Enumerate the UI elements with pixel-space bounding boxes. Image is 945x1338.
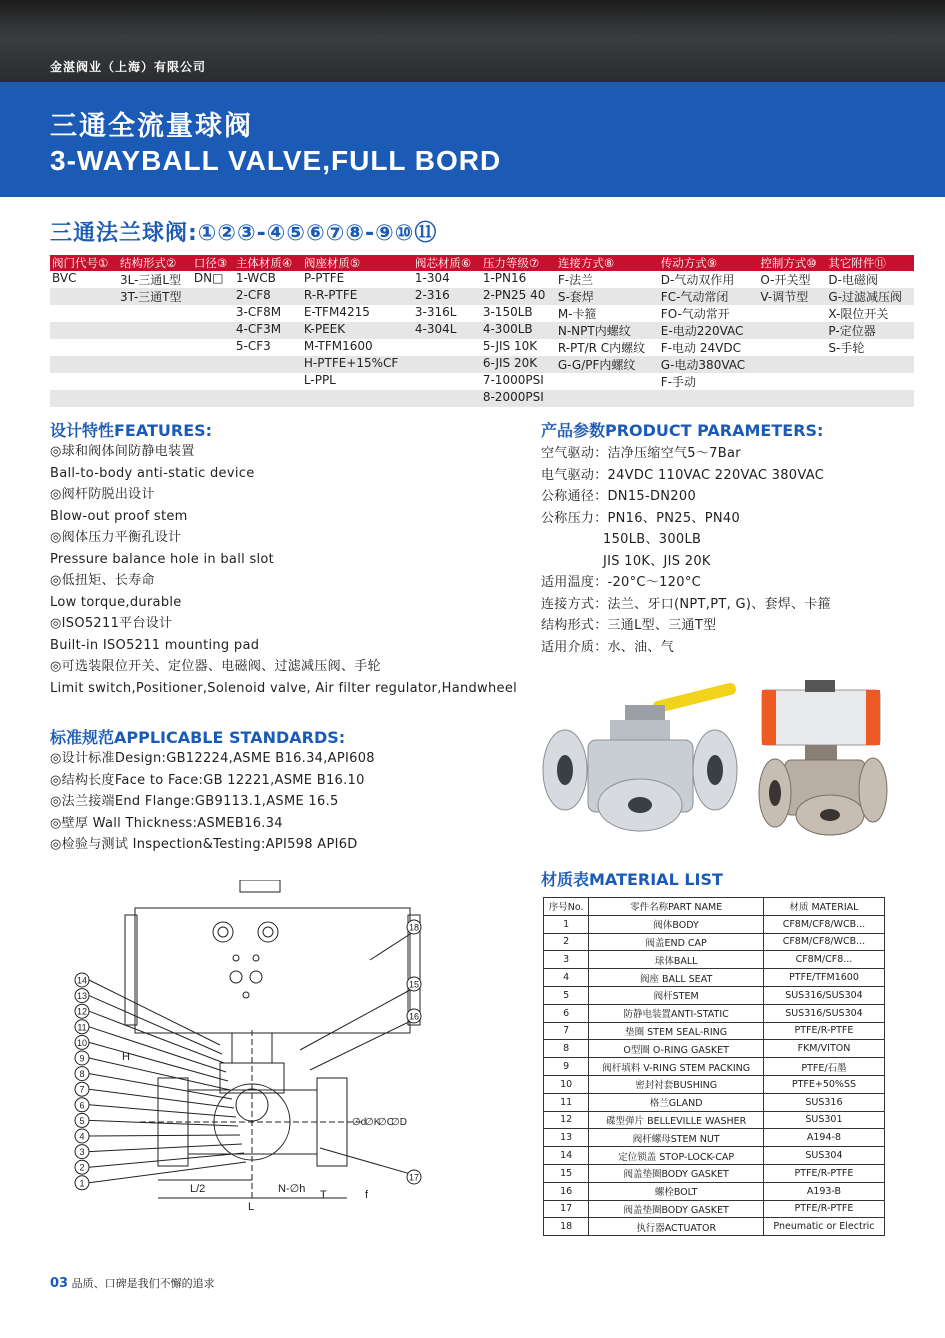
material-cell: 16 [544,1182,589,1200]
ordering-cell [50,322,118,339]
param-line: 连接方式：法兰、牙口(NPT,PT, G)、套焊、卡箍 [541,596,831,612]
ordering-cell: FO-气动常开 [660,307,730,321]
material-cell: PTFE+50%SS [763,1075,884,1093]
ordering-cell: 1-WCB [235,271,276,285]
ordering-cell [118,322,192,339]
dim-n: N-∅h [278,1183,306,1195]
features-line: Pressure balance hole in ball slot [50,551,275,567]
actuator-top-plate [240,880,280,892]
actuator-body [135,908,410,1033]
material-row [544,969,885,987]
ordering-cell: 5-JIS 10K [482,339,538,353]
ordering-cell [659,390,759,407]
ordering-cell: M-卡箍 [557,307,597,321]
material-row [544,986,885,1004]
ordering-cell [826,373,914,390]
callout-number: 3 [79,1147,85,1158]
features-list [50,441,517,699]
ordering-cell: 8-2000PSI [481,390,556,407]
material-row [544,1147,885,1165]
material-cell: 阀盖垫圈BODY GASKET [589,1164,764,1182]
material-cell: PTFE/R-PTFE [763,1164,884,1182]
features-line: ◎可选装限位开关、定位器、电磁阀、过滤减压阀、手轮 [50,659,381,674]
material-cell: 螺栓BOLT [589,1182,764,1200]
footer-slogan: 品质、口碑是我们不懈的追求 [71,1277,215,1290]
material-cell: 阀杆STEM [589,986,764,1004]
material-cell: CF8M/CF8/WCB... [763,933,884,951]
ordering-cell: P-定位器 [826,322,914,339]
material-cell: 阀座 BALL SEAT [589,969,764,987]
ordering-cell: M-TFM1600 [303,339,373,353]
ordering-cell: R-PT/R C内螺纹 [557,341,646,355]
ordering-row [50,373,914,390]
material-cell: 阀体BODY [589,915,764,933]
material-cell: SUS301 [763,1111,884,1129]
material-row [544,933,885,951]
ordering-row [50,305,914,322]
material-cell: 9 [544,1058,589,1076]
material-row [544,1182,885,1200]
material-cell: CF8M/CF8/WCB... [763,915,884,933]
param-line: 结构形式：三通L型、三通T型 [541,618,717,633]
dim-k: ∅K [365,1117,381,1128]
material-row [544,1058,885,1076]
ordering-cell: F-手动 [660,375,697,389]
parameters-list [541,443,831,658]
ordering-cell [758,356,826,373]
callout-number: 12 [76,1006,88,1017]
ordering-cell [413,373,481,390]
material-row [544,1040,885,1058]
material-cell: 4 [544,969,589,987]
ordering-cell [192,390,234,407]
material-cell: 执行器ACTUATOR [589,1218,764,1236]
material-cell: 1 [544,915,589,933]
ordering-cell [50,305,118,322]
material-header-row [544,898,885,916]
material-cell: SUS316 [763,1093,884,1111]
material-cell: 阀杆螺母STEM NUT [589,1129,764,1147]
callout-leader [310,1016,421,1070]
technical-drawing [70,880,440,1220]
ordering-row [50,390,914,407]
ordering-header-cell: 传动方式⑨ [659,255,759,271]
ordering-cell: 3-316L [414,305,457,319]
ordering-cell: O-开关型 [760,273,811,287]
material-row [544,1004,885,1022]
ordering-cell [118,339,192,356]
callout-number: 18 [408,922,420,933]
material-row [544,1093,885,1111]
material-cell: 11 [544,1093,589,1111]
dim-dd: ∅D [391,1117,407,1128]
material-cell: FKM/VITON [763,1040,884,1058]
ordering-header-cell: 压力等级⑦ [481,255,556,271]
dim-f: f [365,1189,369,1201]
material-cell: 10 [544,1075,589,1093]
callout-leader [89,1135,240,1136]
ordering-cell: S-手轮 [828,341,865,355]
title-cn: 三通全流量球阀 [50,111,253,142]
ordering-cell: 7-1000PSI [482,373,544,387]
param-line: 电气驱动：24VDC 110VAC 220VAC 380VAC [541,467,825,483]
ordering-cell [826,390,914,407]
manual-valve-photo [543,682,737,831]
material-cell: PTFE/石墨 [763,1058,884,1076]
material-row [544,1022,885,1040]
ordering-cell [118,373,192,390]
ordering-cell [192,356,234,373]
ordering-cell: 1-304 [414,271,450,285]
param-line: 适用温度：-20°C～120°C [541,575,702,590]
material-cell: 17 [544,1200,589,1218]
ordering-cell: X-限位开关 [828,307,889,321]
param-line: JIS 10K、JIS 20K [603,553,711,569]
material-cell: O型圈 O-RING GASKET [589,1040,764,1058]
callout-number: 7 [79,1084,85,1095]
ordering-header-cell: 阀芯材质⑥ [413,255,481,271]
ordering-header-cell: 其它附件⑪ [826,255,914,271]
material-cell: 垫圈 STEM SEAL-RING [589,1022,764,1040]
ordering-cell: 6-JIS 20K [481,356,556,373]
material-cell: 球体BALL [589,951,764,969]
ordering-cell [826,356,914,373]
callout-leader [89,980,220,1045]
ordering-header-cell: 阀座材质⑤ [302,255,413,271]
material-cell: PTFE/R-PTFE [763,1022,884,1040]
ordering-cell: K-PEEK [302,322,413,339]
dim-l: L [248,1201,255,1213]
callout-number: 4 [79,1131,85,1142]
callout-leader [89,1120,238,1126]
ordering-cell: D-电磁阀 [828,273,878,287]
features-line: Blow-out proof stem [50,508,188,524]
valve-photos [540,665,900,850]
ordering-cell: G-过滤减压阀 [826,288,914,305]
material-cell: 14 [544,1147,589,1165]
ordering-cell [758,373,826,390]
material-row [544,1075,885,1093]
callouts-right [300,920,421,1184]
ordering-row [50,339,914,356]
standards-list [50,748,375,856]
ordering-code-line: 三通法兰球阀:①②③-④⑤⑥⑦⑧-⑨⑩⑪ [50,221,438,246]
ordering-header-cell: 控制方式⑩ [758,255,826,271]
material-cell: SUS304 [763,1147,884,1165]
material-title: 材质表MATERIAL LIST [541,870,723,889]
ordering-header-cell: 口径③ [192,255,234,271]
top-banner [0,0,945,82]
material-cell: PTFE/TFM1600 [763,969,884,987]
callout-number: 8 [79,1069,85,1080]
material-cell: Pneumatic or Electric [763,1218,884,1236]
standards-line: ◎设计标准Design:GB12224,ASME B16.34,API608 [50,751,375,766]
ordering-cell: DN□ [193,271,224,285]
ordering-cell [192,322,234,339]
callout-leader [89,996,222,1054]
standards-line: ◎检验与测试 Inspection&Testing:API598 API6D [50,837,358,852]
ordering-cell: H-PTFE+15%CF [302,356,413,373]
ordering-cell [758,305,826,322]
material-cell: 防静电装置ANTI-STATIC [589,1004,764,1022]
material-cell: 6 [544,1004,589,1022]
ordering-cell [234,390,302,407]
ordering-cell: P-PTFE [303,271,345,285]
ordering-cell [118,356,192,373]
ordering-cell [50,373,118,390]
ordering-cell: 2-PN25 40 [481,288,556,305]
material-cell: 阀盖END CAP [589,933,764,951]
ordering-cell: F-法兰 [557,273,594,287]
ordering-cell: 3L-三通L型 [119,273,182,287]
callout-number: 10 [76,1037,88,1048]
material-cell: 阀盖垫圈BODY GASKET [589,1200,764,1218]
standards-title: 标准规范APPLICABLE STANDARDS: [50,728,346,747]
callout-number: 11 [77,1022,87,1033]
ordering-cell: 5-CF3 [235,339,271,353]
callout-leader [89,1042,228,1081]
callout-number: 5 [79,1115,85,1126]
callout-leader [320,1148,421,1177]
dim-l2: L/2 [190,1183,206,1195]
param-line: 公称通径：DN15-DN200 [541,489,697,504]
callout-number: 2 [79,1162,85,1173]
material-cell: 密封衬套BUSHING [589,1075,764,1093]
ordering-cell: L-PPL [303,373,336,387]
ordering-cell [118,305,192,322]
material-cell: A193-B [763,1182,884,1200]
footer [50,1275,215,1291]
ordering-header-cell: 主体材质④ [234,255,302,271]
callout-number: 1 [79,1178,85,1189]
material-cell: CF8M/CF8... [763,951,884,969]
material-cell: PTFE/R-PTFE [763,1200,884,1218]
ordering-body [50,271,914,407]
material-row [544,1164,885,1182]
callout-leader [89,1027,226,1072]
ordering-cell: S-套焊 [556,288,659,305]
title-en: 3-WAYBALL VALVE,FULL BORD [50,145,502,176]
ordering-header-cell: 结构形式② [118,255,192,271]
features-line: ◎ISO5211平台设计 [50,616,173,631]
ordering-cell [758,322,826,339]
callout-leader [89,1105,236,1117]
ordering-cell: V-调节型 [758,288,826,305]
ordering-cell [556,373,659,390]
callout-number: 9 [79,1053,85,1064]
ordering-cell [556,390,659,407]
ordering-cell [50,390,118,407]
dim-d: ∅d [352,1117,367,1128]
features-line: Ball-to-body anti-static device [50,465,255,481]
dim-h: H [122,1051,130,1063]
features-title: 设计特性FEATURES: [50,421,213,440]
ordering-cell: 3-150LB [482,305,533,319]
material-cell: 定位锁盖 STOP-LOCK-CAP [589,1147,764,1165]
ordering-row [50,288,914,305]
ordering-header-cell: 阀门代号① [50,255,118,271]
callout-number: 13 [76,991,88,1002]
ordering-cell: 4-300LB [481,322,556,339]
ordering-cell: 3T-三通T型 [118,288,192,305]
ordering-cell [192,373,234,390]
material-cell: 碟型弹片 BELLEVILLE WASHER [589,1111,764,1129]
ordering-cell [50,356,118,373]
ordering-cell: 2-CF8 [234,288,302,305]
ordering-cell: E-TFM4215 [303,305,370,319]
material-cell: 格兰GLAND [589,1093,764,1111]
ordering-cell: FC-气动常闭 [659,288,759,305]
ordering-row [50,271,914,288]
title-banner [0,82,945,197]
ordering-cell [234,356,302,373]
callout-leader [89,1058,230,1090]
ordering-cell: G-电动380VAC [659,356,759,373]
ordering-cell: E-电动220VAC [659,322,759,339]
material-header-cell: 序号No. [544,898,589,916]
dim-t: T [320,1189,327,1201]
ordering-cell: R-R-PTFE [302,288,413,305]
features-line: ◎阀体压力平衡孔设计 [50,530,182,545]
material-cell: SUS316/SUS304 [763,986,884,1004]
ordering-cell: 3-CF8M [235,305,282,319]
ordering-cell: F-电动 24VDC [660,341,741,355]
callout-number: 14 [76,975,88,986]
ordering-table [50,255,914,407]
material-cell: 15 [544,1164,589,1182]
param-line: 150LB、300LB [603,532,702,547]
ordering-cell: N-NPT内螺纹 [556,322,659,339]
ordering-cell [413,390,481,407]
callout-leader [300,984,421,1050]
material-row [544,1200,885,1218]
ordering-cell [192,339,234,356]
material-cell: 7 [544,1022,589,1040]
ordering-header-cell: 连接方式⑧ [556,255,659,271]
material-cell: 阀杆填料 V-RING STEM PACKING [589,1058,764,1076]
callout-number: 15 [408,979,420,990]
material-row [544,1218,885,1236]
callout-leader [89,1089,234,1108]
features-line: ◎阀杆防脱出设计 [50,487,155,502]
page-number: 03 [50,1276,69,1291]
ordering-cell: D-气动双作用 [660,273,735,287]
ordering-cell [234,373,302,390]
material-cell: 12 [544,1111,589,1129]
ordering-row [50,322,914,339]
ordering-cell [192,288,234,305]
ordering-cell: 4-CF3M [234,322,302,339]
material-row [544,1111,885,1129]
param-line: 公称压力：PN16、PN25、PN40 [541,510,741,526]
material-cell: 8 [544,1040,589,1058]
material-cell: 18 [544,1218,589,1236]
ordering-header-row [50,255,914,271]
ordering-cell [192,305,234,322]
callout-number: 17 [408,1172,420,1183]
callout-number: 16 [408,1011,420,1022]
ordering-cell [302,390,413,407]
features-line: ◎低扭矩、长寿命 [50,573,155,588]
ordering-cell [118,390,192,407]
features-line: Low torque,durable [50,594,182,610]
standards-line: ◎壁厚 Wall Thickness:ASMEB16.34 [50,815,283,831]
material-cell: SUS316/SUS304 [763,1004,884,1022]
material-table [543,897,885,1236]
ordering-row [50,356,914,373]
standards-line: ◎结构长度Face to Face:GB 12221,ASME B16.10 [50,772,365,788]
ordering-cell [758,390,826,407]
callout-number: 6 [79,1100,85,1111]
material-header-cell: 材质 MATERIAL [763,898,884,916]
ordering-cell [50,288,118,305]
material-row [544,951,885,969]
material-cell: 13 [544,1129,589,1147]
material-cell: 5 [544,986,589,1004]
ordering-cell: 4-304L [413,322,481,339]
callout-leader [89,1074,232,1099]
company-name: 金湛阀业（上海）有限公司 [50,60,207,74]
callout-leader [89,1144,242,1152]
ordering-cell [758,339,826,356]
material-body [544,915,885,1235]
material-cell: 2 [544,933,589,951]
material-header-cell: 零件名称PART NAME [589,898,764,916]
dim-c: ∅C [378,1117,394,1128]
ordering-cell [413,339,481,356]
ordering-cell [50,339,118,356]
ordering-cell: G-G/PF内螺纹 [556,356,659,373]
param-line: 适用介质：水、油、气 [541,639,675,655]
ordering-cell: 1-PN16 [482,271,527,285]
material-row [544,1129,885,1147]
ordering-cell: BVC [52,271,77,285]
features-line: Built-in ISO5211 mounting pad [50,637,260,653]
ordering-cell: 2-316 [413,288,481,305]
actuated-valve-photo [759,680,887,835]
material-cell: A194-8 [763,1129,884,1147]
material-row [544,915,885,933]
ordering-cell [413,356,481,373]
parameters-title: 产品参数PRODUCT PARAMETERS: [541,421,824,440]
material-cell: 3 [544,951,589,969]
features-line: Limit switch,Positioner,Solenoid valve, Air filter regulator,Handwheel [50,680,518,696]
param-line: 空气驱动：洁净压缩空气5～7Bar [541,446,741,461]
features-line: ◎球和阀体间防静电装置 [50,444,195,459]
standards-line: ◎法兰接端End Flange:GB9113.1,ASME 16.5 [50,794,339,809]
